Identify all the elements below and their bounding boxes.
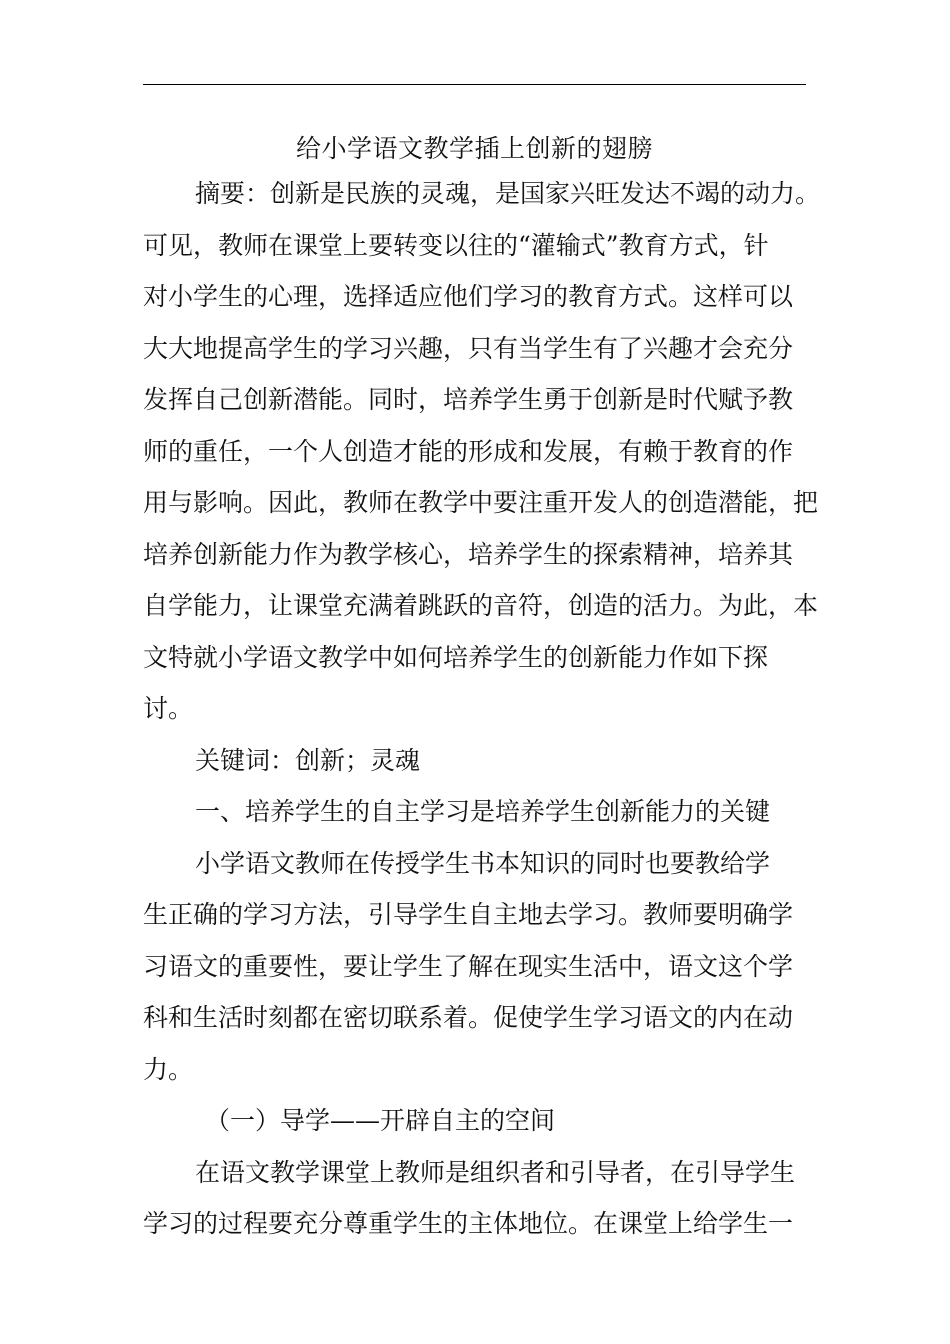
section-paragraph-line: 小学语文教师在传授学生书本知识的同时也要教给学 [195,848,771,878]
section-paragraph-line: 生正确的学习方法，引导学生自主地去学习。教师要明确学 [143,900,794,929]
abstract-line: 摘要：创新是民族的灵魂，是国家兴旺发达不竭的动力。 [195,179,821,208]
subsection-paragraph-line: 学习的过程要充分尊重学生的主体地位。在课堂上给学生一 [143,1209,794,1238]
section-paragraph-line: 科和生活时刻都在密切联系着。促使学生学习语文的内在动 [143,1003,794,1032]
section-paragraph-line: 习语文的重要性，要让学生了解在现实生活中，语文这个学 [143,951,794,981]
section-paragraph-line: 力。 [143,1054,194,1084]
abstract-line: 自学能力，让课堂充满着跳跃的音符，创造的活力。为此，本 [143,591,819,620]
abstract-line: 可见，教师在课堂上要转变以往的“灌输式”教育方式，针 [143,230,769,260]
abstract-line: 发挥自己创新潜能。同时，培养学生勇于创新是时代赋予教 [143,385,794,414]
subsection-heading: （一）导学——开辟自主的空间 [205,1106,556,1135]
document-body [143,168,821,1250]
abstract-line: 对小学生的心理，选择适应他们学习的教育方式。这样可以 [143,282,794,311]
section-heading: 一、培养学生的自主学习是培养学生创新能力的关键 [195,797,771,826]
abstract-line: 讨。 [143,694,194,723]
subsection-paragraph-line: 在语文教学课堂上教师是组织者和引导者，在引导学生 [195,1157,796,1187]
abstract-line: 文特就小学语文教学中如何培养学生的创新能力作如下探 [143,642,769,672]
abstract-line: 师的重任，一个人创造才能的形成和发展，有赖于教育的作 [143,436,794,466]
abstract-line: 培养创新能力作为教学核心，培养学生的探索精神，培养其 [143,539,794,569]
abstract-line: 大大地提高学生的学习兴趣，只有当学生有了兴趣才会充分 [143,333,794,363]
header-rule [143,84,806,85]
document-title: 给小学语文教学插上创新的翅膀 [295,134,653,163]
keywords-line: 关键词：创新；灵魂 [195,745,421,775]
abstract-line: 用与影响。因此，教师在教学中要注重开发人的创造潜能，把 [143,488,819,517]
